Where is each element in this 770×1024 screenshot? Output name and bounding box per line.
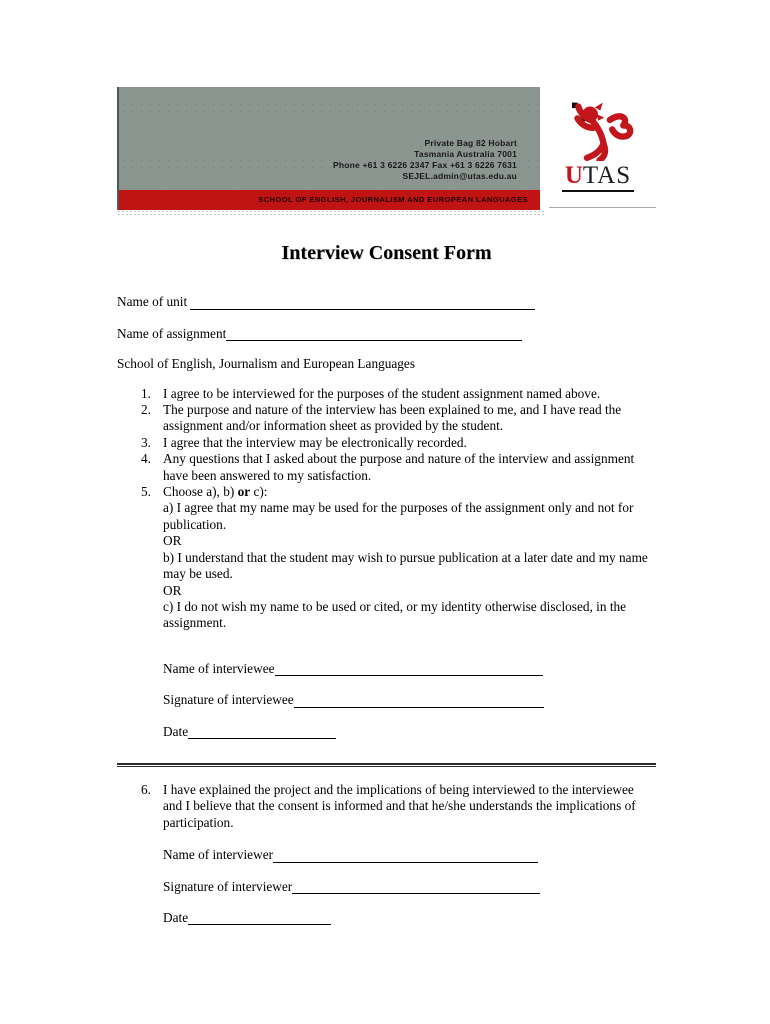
letterhead-address <box>333 138 517 182</box>
or-separator: OR <box>163 533 182 549</box>
utas-lion-icon <box>562 101 634 161</box>
list-item-6 <box>117 782 656 831</box>
list-item-text: The purpose and nature of the interview has been explained to me, and I have read the assignment and/or information sheet as provided by the student. <box>163 402 622 434</box>
list-item-text: Any questions that I asked about the purpose and nature of the interview and assignment have been answered to my satisfaction. <box>163 451 635 483</box>
page-title: Interview Consent Form <box>281 242 492 264</box>
choose-post: c): <box>250 484 268 500</box>
interviewee-name-label: Name of interviewee <box>163 660 275 676</box>
interviewer-name-label: Name of interviewer <box>163 847 274 863</box>
school-line: School of English, Journalism and European Languages <box>117 356 416 372</box>
interviewer-signature-field <box>163 879 656 895</box>
utas-logotype-tas: TAS <box>582 162 632 189</box>
letterhead-rule <box>549 207 656 208</box>
interviewee-date-label: Date <box>163 723 189 739</box>
scan-shadow <box>117 210 546 217</box>
consent-list <box>117 386 656 632</box>
list-item-number: 5. <box>141 484 151 500</box>
letterhead <box>117 87 656 218</box>
assignment-field-line[interactable] <box>226 338 522 341</box>
list-item-text: I agree to be interviewed for the purposes of the student assignment named above. <box>163 385 601 401</box>
unit-field <box>117 294 656 310</box>
choose-or-bold: or <box>237 484 251 500</box>
school-name-banner-label: SCHOOL OF ENGLISH, JOURNALISM AND EUROPEAN LANGUAGES <box>258 194 528 204</box>
list-item-number: 6. <box>141 781 151 797</box>
interviewee-fields <box>117 661 656 740</box>
interviewee-signature-line[interactable] <box>294 705 544 708</box>
choose-pre: Choose a), b) <box>163 484 238 500</box>
interviewer-date-label: Date <box>163 909 189 925</box>
section-divider <box>117 763 656 767</box>
interviewee-name-field <box>163 661 656 677</box>
interviewer-signature-line[interactable] <box>292 891 540 894</box>
list-item <box>117 402 656 435</box>
list-item-text: I have explained the project and the implications of being interviewed to the interviewee and I believe that the consent is informed and that he/she understands the implications of participation. <box>163 781 636 830</box>
assignment-field-label: Name of assignment <box>117 325 227 341</box>
option-b-text: b) I understand that the student may wish to pursue publication at a later date and my name may be used. <box>163 549 648 582</box>
interviewee-name-line[interactable] <box>275 673 543 676</box>
letterhead-banner <box>117 87 540 210</box>
list-item <box>117 484 656 632</box>
list-item-number: 1. <box>141 385 151 401</box>
option-a-text: a) I agree that my name may be used for the purposes of the assignment only and not for publication. <box>163 500 634 532</box>
list-item-number: 2. <box>141 402 151 418</box>
unit-field-line[interactable] <box>190 307 535 310</box>
interviewee-date-field <box>163 724 656 740</box>
address-line: SEJEL.admin@utas.edu.au <box>402 171 517 181</box>
interviewer-date-line[interactable] <box>188 922 331 925</box>
option-c-text: c) I do not wish my name to be used or cited, or my identity otherwise disclosed, in the assignment. <box>163 598 627 631</box>
unit-field-label: Name of unit <box>117 294 191 310</box>
address-line: Phone +61 3 6226 2347 Fax +61 3 6226 7631 <box>332 160 517 170</box>
list-item-number: 3. <box>141 434 151 450</box>
interviewee-date-line[interactable] <box>188 736 336 739</box>
assignment-field <box>117 326 656 342</box>
interviewer-name-field <box>163 847 656 863</box>
list-item-number: 4. <box>141 451 151 467</box>
utas-logotype <box>562 163 634 192</box>
list-item <box>117 451 656 484</box>
interviewee-signature-field <box>163 692 656 708</box>
utas-logotype-u: U <box>564 162 583 189</box>
interviewer-fields <box>117 847 656 926</box>
address-line: Tasmania Australia 7001 <box>414 149 517 159</box>
utas-logo <box>540 87 656 210</box>
school-name-banner <box>119 190 540 210</box>
interviewer-date-field <box>163 910 656 926</box>
list-item-text <box>163 484 656 632</box>
list-item <box>117 386 656 402</box>
interviewee-signature-label: Signature of interviewee <box>163 692 294 708</box>
or-separator: OR <box>163 582 182 598</box>
interviewer-signature-label: Signature of interviewer <box>163 878 293 894</box>
address-line: Private Bag 82 Hobart <box>424 138 517 148</box>
list-item <box>117 435 656 451</box>
list-item-text: I agree that the interview may be electronically recorded. <box>163 434 467 450</box>
document-body <box>0 242 770 926</box>
interviewer-name-line[interactable] <box>273 860 538 863</box>
